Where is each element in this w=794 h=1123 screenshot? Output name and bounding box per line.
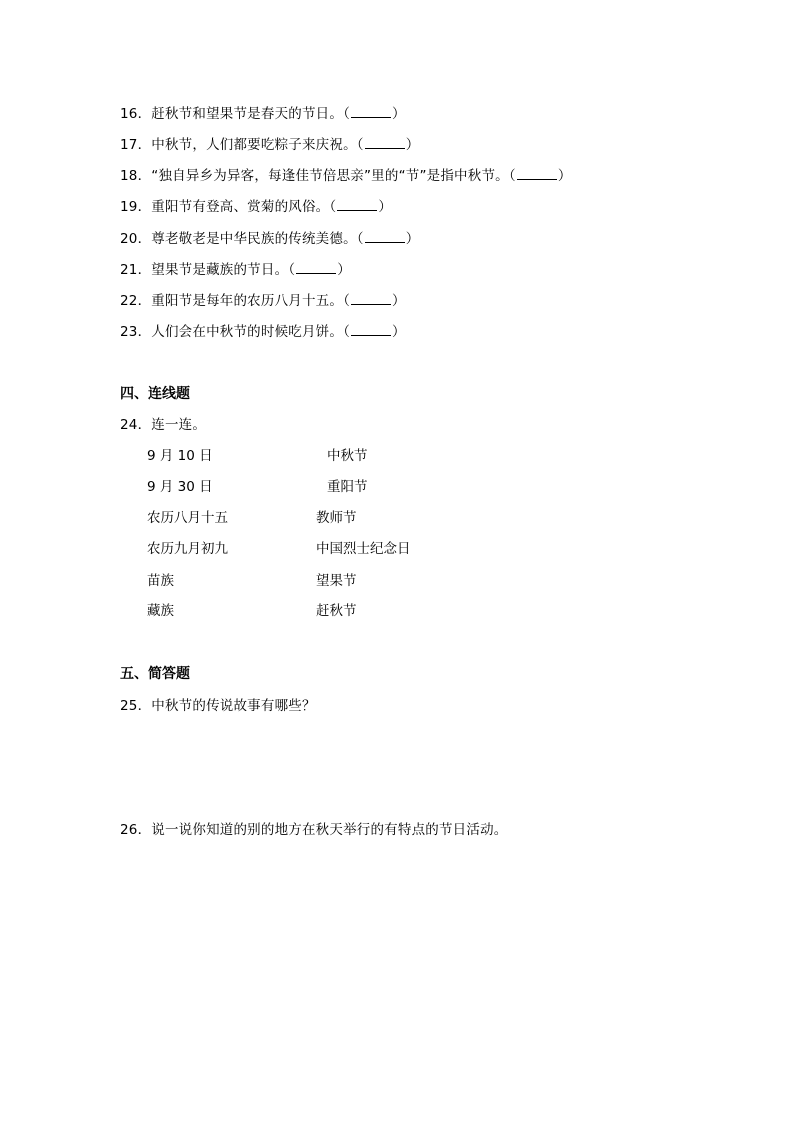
match-left-item[interactable]: 农历九月初九 xyxy=(147,541,228,557)
tf-item-20 xyxy=(120,229,419,248)
question-24: 24．连一连。 xyxy=(120,417,207,433)
match-right-item[interactable]: 中秋节 xyxy=(327,448,368,464)
item-text: 中秋节，人们都要吃粽子来庆祝。（ xyxy=(151,137,364,153)
item-text: 20． xyxy=(120,231,152,247)
item-text: 23． xyxy=(120,324,152,340)
tf-item-19 xyxy=(120,197,392,216)
match-right-item[interactable]: 教师节 xyxy=(316,510,357,526)
match-left-item[interactable]: 藏族 xyxy=(147,603,174,619)
item-text: “独自异乡为异客，每逢佳节倍思亲”里的“节”是指中秋节。（ xyxy=(151,168,516,184)
match-left-item[interactable]: 9 月 10 日 xyxy=(147,448,213,464)
question-26: 26．说一说你知道的别的地方在秋天举行的有特点的节日活动。 xyxy=(120,822,508,838)
match-left-item[interactable]: 农历八月十五 xyxy=(147,510,228,526)
close-paren: ） xyxy=(392,324,406,340)
question-25: 25．中秋节的传说故事有哪些？ xyxy=(120,698,316,714)
item-text: 22． xyxy=(120,293,152,309)
match-left-item[interactable]: 9 月 30 日 xyxy=(147,479,213,495)
item-text: 重阳节是每年的农历八月十五。（ xyxy=(151,293,351,309)
match-right-item[interactable]: 中国烈士纪念日 xyxy=(316,541,411,557)
item-text: 赶秋节和望果节是春天的节日。（ xyxy=(151,106,351,122)
answer-blank[interactable] xyxy=(351,104,391,118)
match-right-item[interactable]: 望果节 xyxy=(316,573,357,589)
tf-item-18 xyxy=(120,166,572,185)
answer-blank[interactable] xyxy=(365,229,405,243)
item-text: 19． xyxy=(120,199,152,215)
close-paren: ） xyxy=(557,168,572,184)
close-paren: ） xyxy=(378,199,393,215)
section-title-short-answer: 五、简答题 xyxy=(120,666,190,682)
close-paren: ） xyxy=(392,293,406,309)
match-left-item[interactable]: 苗族 xyxy=(147,573,174,589)
item-text: 尊老敬老是中华民族的传统美德。（ xyxy=(151,231,364,247)
item-text: 18． xyxy=(120,168,152,184)
item-text: 重阳节有登高、赏菊的风俗。（ xyxy=(151,199,337,215)
item-text: 望果节是藏族的节日。（ xyxy=(151,262,296,278)
tf-item-16 xyxy=(120,104,406,123)
tf-item-23 xyxy=(120,322,406,341)
tf-item-22 xyxy=(120,291,406,310)
answer-blank[interactable] xyxy=(365,135,405,149)
match-right-item[interactable]: 赶秋节 xyxy=(316,603,357,619)
tf-item-21 xyxy=(120,260,351,279)
tf-item-17 xyxy=(120,135,419,154)
answer-blank[interactable] xyxy=(351,291,391,305)
close-paren: ） xyxy=(405,231,420,247)
item-text: 16． xyxy=(120,106,152,122)
answer-blank[interactable] xyxy=(517,166,557,180)
section-title-matching: 四、连线题 xyxy=(120,386,190,402)
match-right-item[interactable]: 重阳节 xyxy=(327,479,368,495)
answer-blank[interactable] xyxy=(337,197,377,211)
close-paren: ） xyxy=(405,137,420,153)
answer-blank[interactable] xyxy=(351,322,391,336)
close-paren: ） xyxy=(337,262,351,278)
item-text: 人们会在中秋节的时候吃月饼。（ xyxy=(151,324,351,340)
item-text: 21． xyxy=(120,262,152,278)
close-paren: ） xyxy=(392,106,406,122)
item-text: 17． xyxy=(120,137,152,153)
answer-blank[interactable] xyxy=(296,260,336,274)
